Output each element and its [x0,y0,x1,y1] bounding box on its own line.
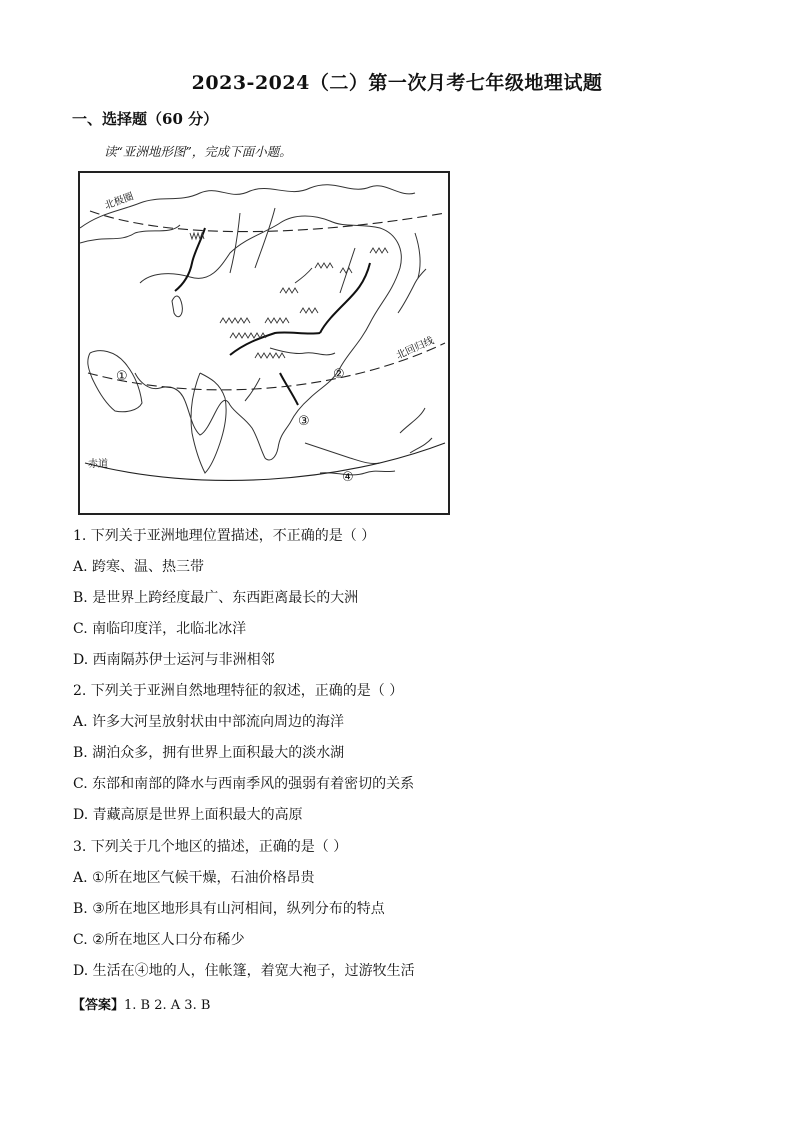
question-2-option-c: C. 东部和南部的降水与西南季风的强弱有着密切的关系 [73,776,415,792]
tropic-line [88,343,445,390]
region-1-marker: ① [116,369,128,384]
question-2-stem: 2. 下列关于亚洲自然地理特征的叙述，正确的是（ ） [73,683,404,699]
arctic-circle-line [90,211,445,232]
arctic-circle-label: 北极圈 [103,191,136,212]
question-1-option-d: D. 西南隔苏伊士运河与非洲相邻 [73,652,275,668]
question-1-option-b: B. 是世界上跨经度最广、东西距离最长的大洲 [73,590,359,606]
question-2-option-d: D. 青藏高原是世界上面积最大的高原 [73,807,303,823]
map-instruction: 读“亚洲地形图”，完成下面小题。 [104,144,292,159]
question-2-option-b: B. 湖泊众多，拥有世界上面积最大的淡水湖 [73,745,345,761]
asia-terrain-map [78,171,450,515]
exam-title: 2023-2024（二）第一次月考七年级地理试题 [191,72,603,94]
question-1-option-c: C. 南临印度洋，北临北冰洋 [73,621,247,637]
answer-values: 1. B 2. A 3. B [124,998,211,1013]
tropic-label: 北回归线 [394,335,436,362]
region-3-marker: ③ [298,414,310,429]
region-2-marker: ② [333,367,345,382]
question-3-option-b: B. ③所在地区地形具有山河相间，纵列分布的特点 [73,901,385,917]
equator-label: 赤道 [88,459,108,470]
section-heading: 一、选择题（60 分） [72,110,219,128]
question-3-option-c: C. ②所在地区人口分布稀少 [73,932,245,948]
region-4-marker: ④ [342,470,354,485]
answer-tag: 【答案】 [72,998,125,1013]
equator-line [85,443,445,480]
question-2-option-a: A. 许多大河呈放射状由中部流向周边的海洋 [73,714,345,730]
question-3-option-a: A. ①所在地区气候干燥，石油价格昂贵 [73,870,315,886]
question-3-option-d: D. 生活在④地的人，住帐篷，着宽大袍子，过游牧生活 [73,963,415,979]
answer-line [72,994,210,1013]
question-3-stem: 3. 下列关于几个地区的描述，正确的是（ ） [73,839,348,855]
question-1-stem: 1. 下列关于亚洲地理位置描述，不正确的是（ ） [73,528,376,544]
question-1-option-a: A. 跨寒、温、热三带 [73,559,205,575]
